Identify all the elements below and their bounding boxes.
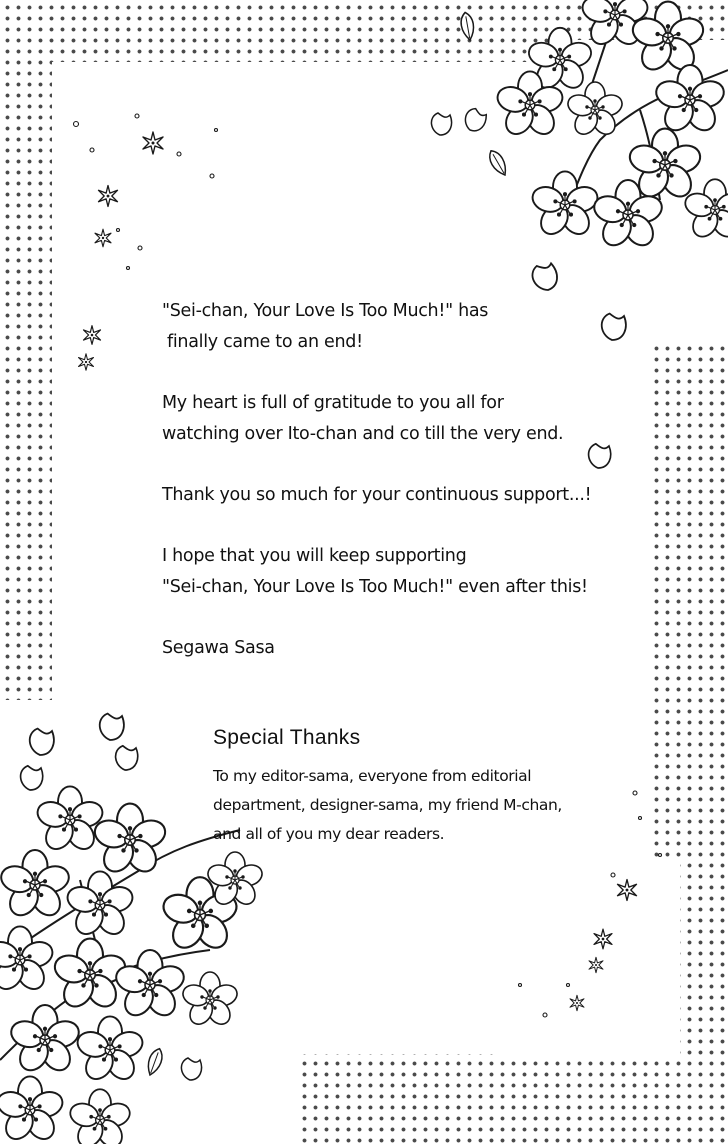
letter-line: watching over Ito-chan and co till the very end.	[162, 424, 564, 444]
letter-paragraph	[162, 480, 622, 511]
special-thanks-body	[213, 762, 613, 849]
letter-paragraph	[162, 388, 622, 450]
letter-paragraph	[162, 296, 622, 358]
letter-line: finally came to an end!	[167, 332, 363, 352]
letter-line: Thank you so much for your continuous support...!	[162, 485, 592, 505]
author-name: Segawa Sasa	[162, 638, 275, 658]
afterword-letter	[162, 296, 622, 694]
thanks-line: and all of you my dear readers.	[213, 825, 445, 843]
letter-line: "Sei-chan, Your Love Is Too Much!" has	[162, 301, 489, 321]
letter-line: "Sei-chan, Your Love Is Too Much!" even after this!	[162, 577, 588, 597]
thanks-line: To my editor-sama, everyone from editorial	[213, 767, 532, 785]
letter-line: My heart is full of gratitude to you all for	[162, 393, 504, 413]
special-thanks-section	[213, 726, 613, 849]
letter-signature	[162, 633, 622, 664]
special-thanks-title: Special Thanks	[213, 726, 361, 749]
letter-paragraph	[162, 541, 622, 603]
thanks-line: department, designer-sama, my friend M-chan,	[213, 796, 562, 814]
letter-line: I hope that you will keep supporting	[162, 546, 467, 566]
